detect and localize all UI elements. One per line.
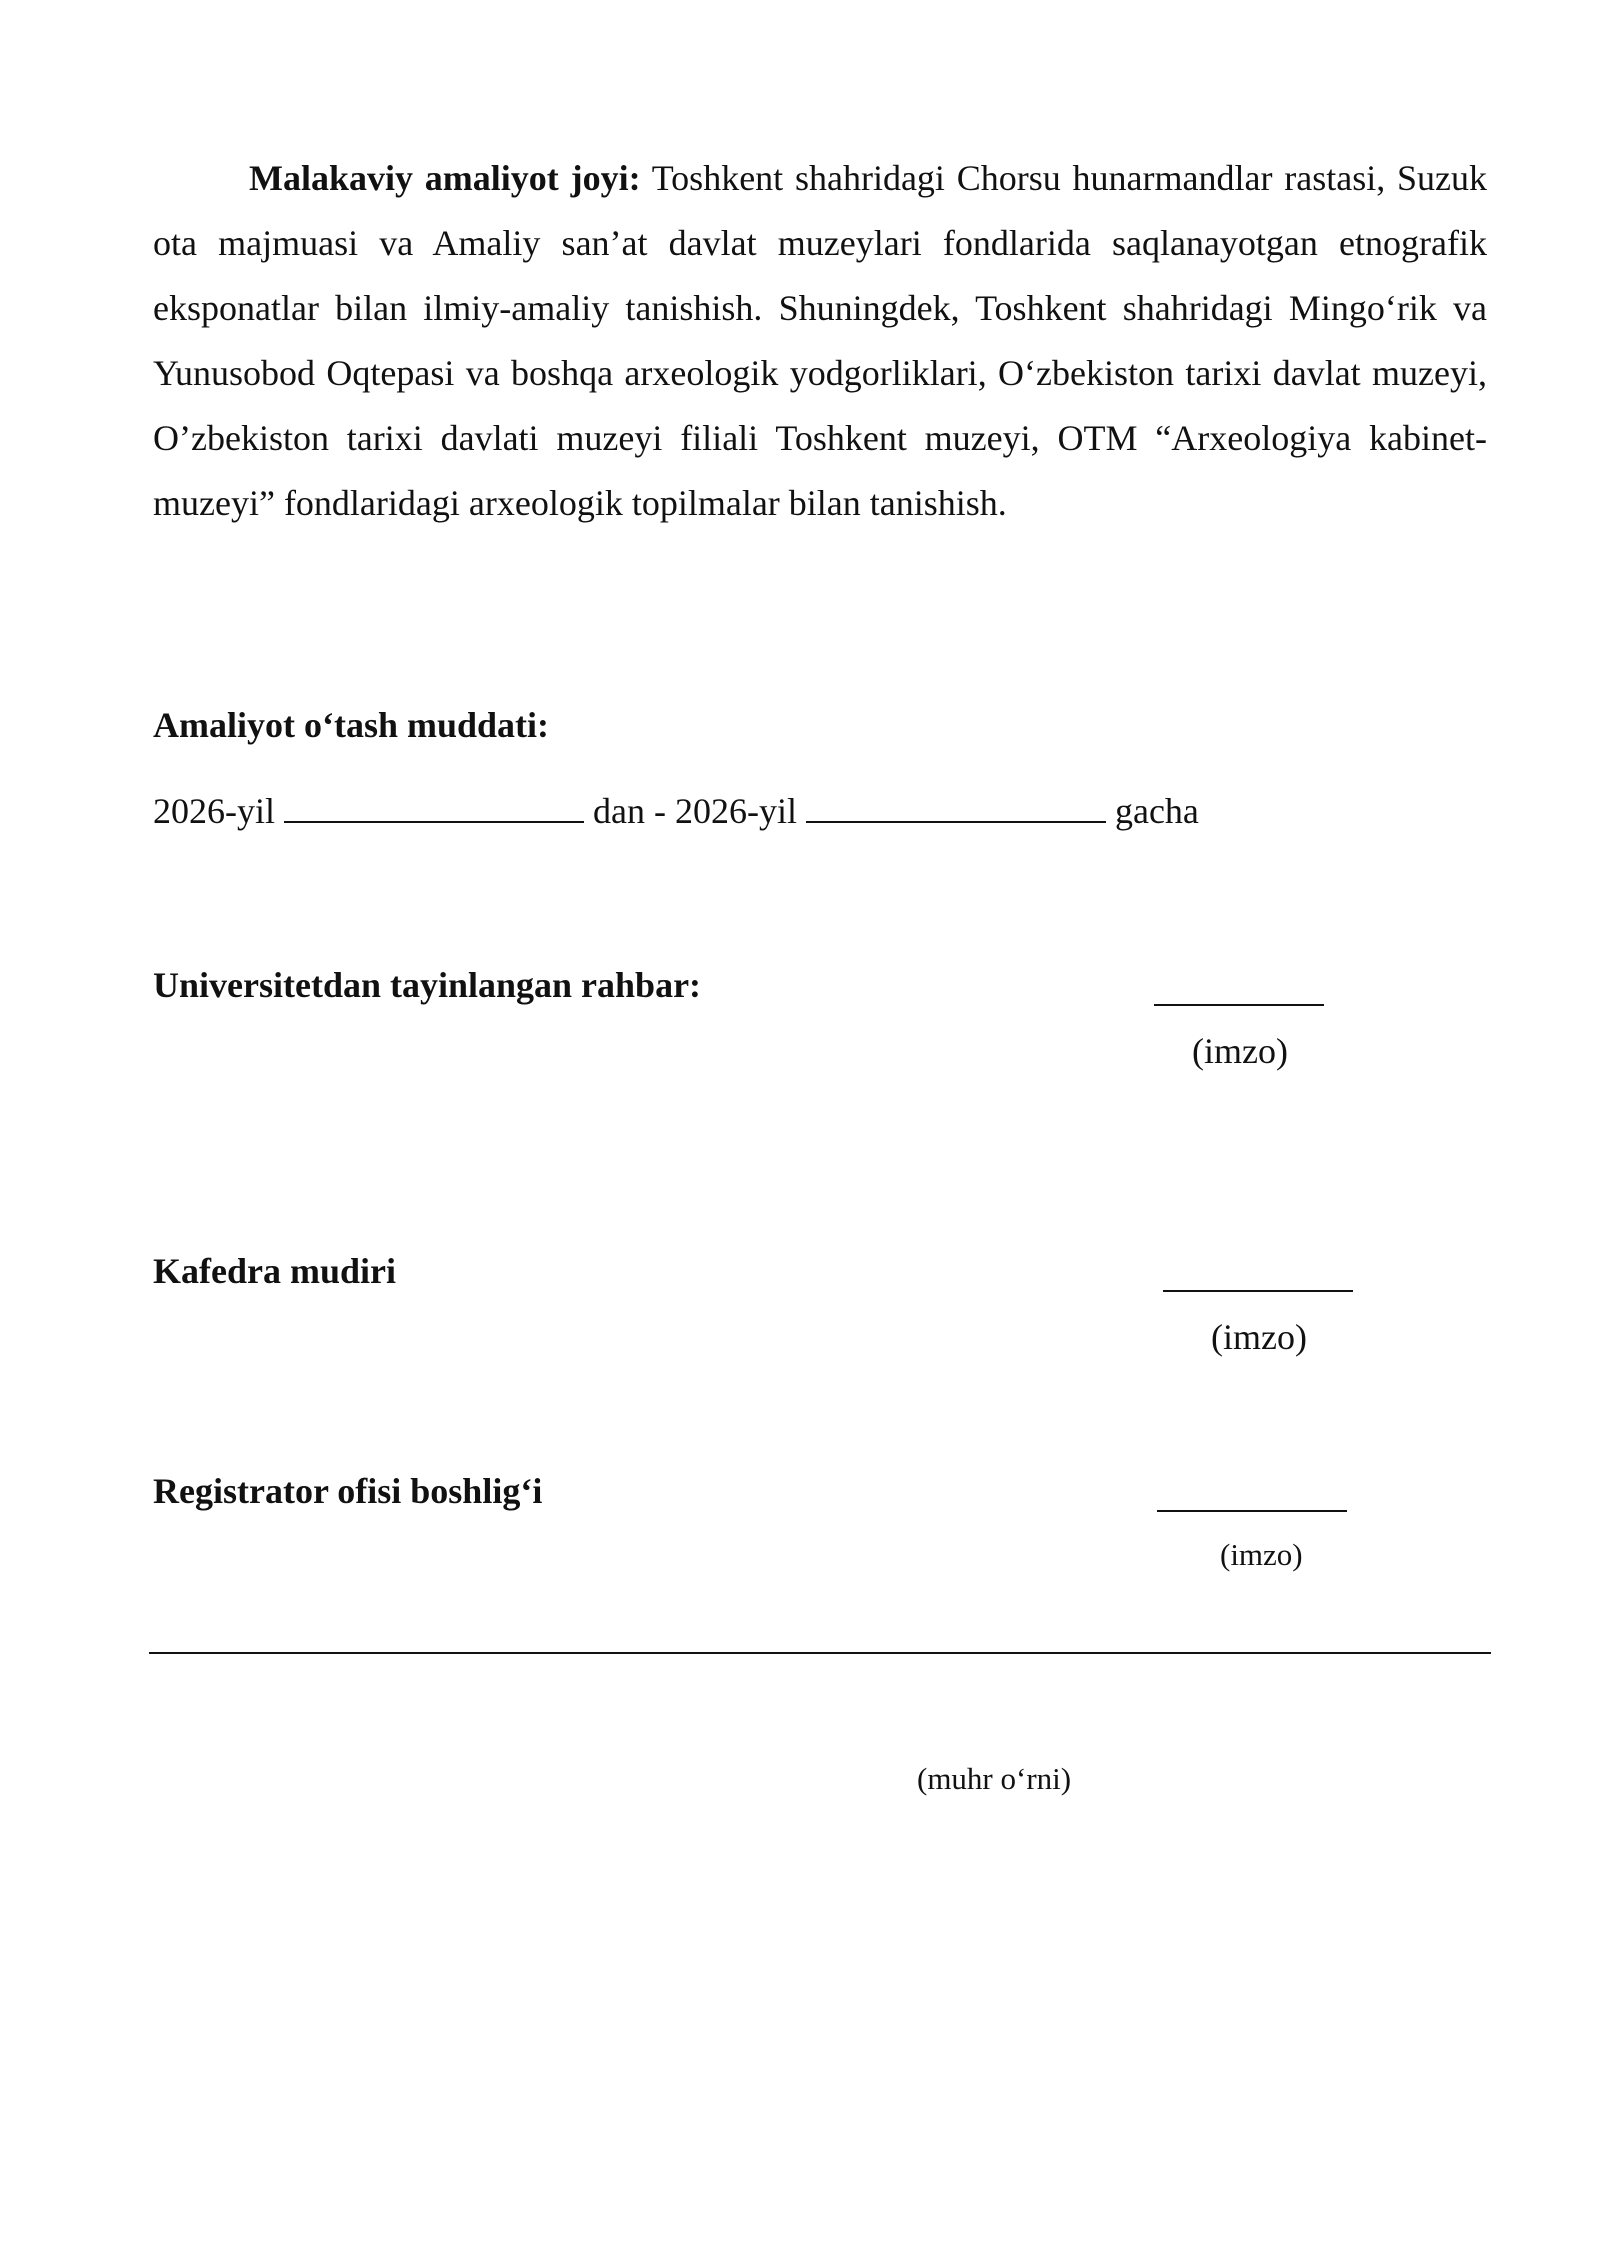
stamp-caption: (muhr o‘rni) [917,1761,1072,1796]
practice-place-text: Toshkent shahridagi Chorsu hunarmandlar rastasi, Suzuk ota majmuasi va Amaliy san’at davlat muzeylari fondlarida saqlanayotgan etnografik eksponatlar bilan ilmiy-amaliy tanishish. Shuningdek, Toshkent shahridagi Mingo‘rik va Yunusobod Oqtepasi va boshqa arxeologik yodgorliklari, O‘zbekiston tarixi davlat muzeyi, O’zbekiston tarixi davlati muzeyi filiali Toshkent muzeyi, OTM “Arxeologiya kabinet-muzeyi” fondlaridagi arxeologik topilmalar bilan tanishish. [153,158,1488,523]
period-heading: Amaliyot o‘tash muddati: [153,705,550,745]
horizontal-divider [149,1652,1491,1654]
department-head-label: Kafedra mudiri [153,1251,396,1291]
registrar-label: Registrator ofisi boshlig‘i [153,1471,543,1511]
registrar-signature-line[interactable] [1157,1510,1347,1512]
supervisor-signature-caption: (imzo) [1192,1031,1288,1071]
registrar-signature-caption: (imzo) [1220,1537,1303,1572]
department-head-signature-caption: (imzo) [1211,1317,1307,1357]
period-end-blank[interactable] [806,791,1106,823]
period-start-prefix: 2026-yil [153,791,275,831]
practice-place-label: Malakaviy amaliyot joyi: [249,158,641,198]
supervisor-label: Universitetdan tayinlangan rahbar: [153,965,702,1005]
supervisor-signature-line[interactable] [1154,1004,1324,1006]
period-line [153,790,1199,832]
period-end-suffix: gacha [1114,791,1199,831]
department-head-signature-line[interactable] [1163,1290,1353,1292]
period-middle: dan - 2026-yil [593,791,797,831]
practice-place-paragraph [153,146,1487,536]
period-start-blank[interactable] [284,791,584,823]
